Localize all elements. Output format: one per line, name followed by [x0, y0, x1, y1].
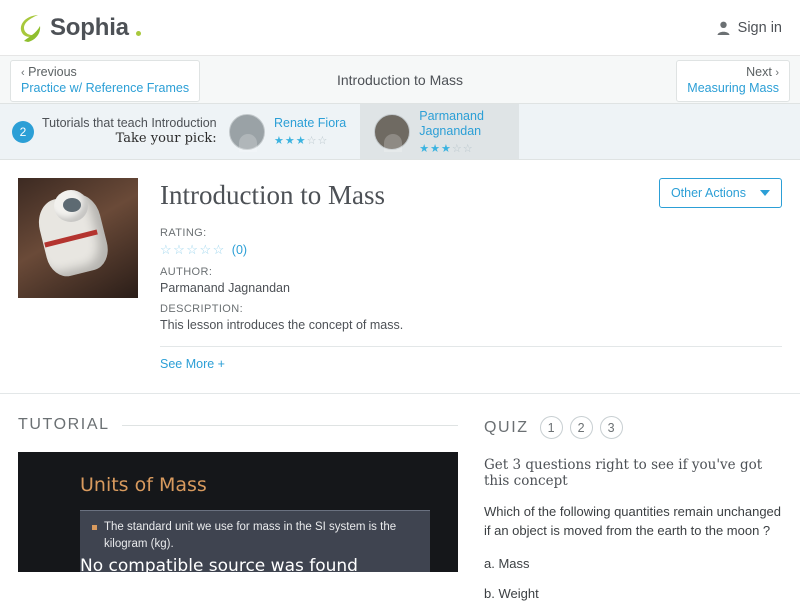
astronaut-visor-shape: [63, 198, 81, 212]
description-value: This lesson introduces the concept of mass.: [160, 318, 404, 332]
other-actions-button[interactable]: [659, 178, 782, 208]
author-value: Parmanand Jagnandan: [160, 281, 290, 295]
user-icon: [716, 20, 731, 36]
rating-row: [160, 242, 782, 258]
picker-prompt-line2: Take your pick:: [115, 131, 217, 147]
page-title: Introduction to Mass: [336, 71, 464, 88]
brand-name: Sophia: [50, 13, 129, 41]
tutorial-section-title: TUTORIAL: [18, 416, 110, 433]
previous-lesson-button[interactable]: [10, 60, 200, 102]
app-header: [0, 0, 800, 56]
previous-kicker: [21, 65, 189, 81]
tutor-rating-stars: ★★★☆☆: [274, 135, 329, 147]
quiz-section-header: [484, 416, 782, 439]
quiz-question: Which of the following quantities remain unchanged if an object is moved from the earth to the moon ?: [484, 504, 782, 538]
description-label: DESCRIPTION:: [160, 303, 244, 315]
slide-bullet-item: [92, 519, 418, 552]
other-actions-label: Other Actions: [670, 186, 746, 200]
author-label: AUTHOR:: [160, 266, 213, 278]
next-kicker: [687, 65, 779, 81]
avatar: [229, 114, 265, 150]
quiz-column: [484, 416, 782, 601]
tutorial-picker: [0, 104, 800, 160]
content-area: [0, 394, 800, 601]
next-label: Next: [746, 65, 772, 79]
tutor-option-renate-fiora[interactable]: [215, 104, 360, 159]
rating-label: RATING:: [160, 227, 207, 239]
lesson-title: Introduction to Mass: [160, 180, 385, 210]
previous-lesson-link[interactable]: Practice w/ Reference Frames: [21, 80, 190, 95]
video-error-message: No compatible source was found: [80, 556, 358, 576]
lesson-navbar: [0, 56, 800, 104]
picker-prompt: [0, 104, 215, 159]
slide-title: Units of Mass: [80, 474, 207, 496]
tutor-name[interactable]: Renate Fiora: [274, 116, 347, 130]
next-lesson-button[interactable]: [676, 60, 790, 102]
quiz-option-b[interactable]: b. Weight: [484, 585, 539, 601]
chevron-right-icon: ›: [775, 67, 779, 79]
tutor-option-parmanand-jagnandan[interactable]: [360, 104, 519, 159]
next-lesson-link[interactable]: Measuring Mass: [687, 80, 779, 95]
slide-bullet-text: The standard unit we use for mass in the SI system is the kilogram (kg).: [104, 521, 397, 550]
tutorial-column: [18, 416, 458, 580]
quiz-option-a[interactable]: a. Mass: [484, 555, 530, 571]
quiz-step-3[interactable]: 3: [600, 416, 623, 439]
chevron-left-icon: ‹: [21, 67, 25, 79]
sophia-leaf-icon: [18, 13, 44, 43]
quiz-step-1[interactable]: 1: [540, 416, 563, 439]
quiz-step-2[interactable]: 2: [570, 416, 593, 439]
tutor-rating-stars: ★★★☆☆: [419, 142, 474, 155]
avatar: [374, 114, 410, 150]
tutor-name[interactable]: Parmanand Jagnandan: [419, 108, 484, 138]
tutorial-section-header: [18, 416, 458, 434]
see-more-button[interactable]: See More +: [160, 357, 225, 371]
lesson-thumbnail[interactable]: [18, 178, 138, 298]
quiz-section-title: QUIZ: [484, 418, 529, 436]
rating-count: (0): [231, 243, 248, 257]
lesson-summary-card: [0, 160, 800, 394]
quiz-lead-text: Get 3 questions right to see if you've got this concept: [484, 457, 763, 489]
bullet-square-icon: [92, 525, 97, 530]
sign-in-label: Sign in: [737, 19, 782, 36]
quiz-step-indicator: [540, 416, 623, 439]
tutorial-video-player[interactable]: [18, 452, 458, 576]
previous-label: Previous: [28, 65, 77, 79]
tutorial-count-badge: 2: [12, 121, 34, 143]
brand-logo[interactable]: [18, 13, 141, 43]
lesson-divider: [160, 346, 782, 347]
tutorial-section-rule: [122, 425, 458, 426]
rating-stars[interactable]: ☆☆☆☆☆: [160, 242, 226, 257]
sign-in-button[interactable]: [716, 20, 782, 36]
picker-prompt-line1: Tutorials that teach Introduction: [42, 115, 217, 130]
brand-dot: [136, 31, 141, 36]
chevron-down-icon: [760, 190, 770, 196]
